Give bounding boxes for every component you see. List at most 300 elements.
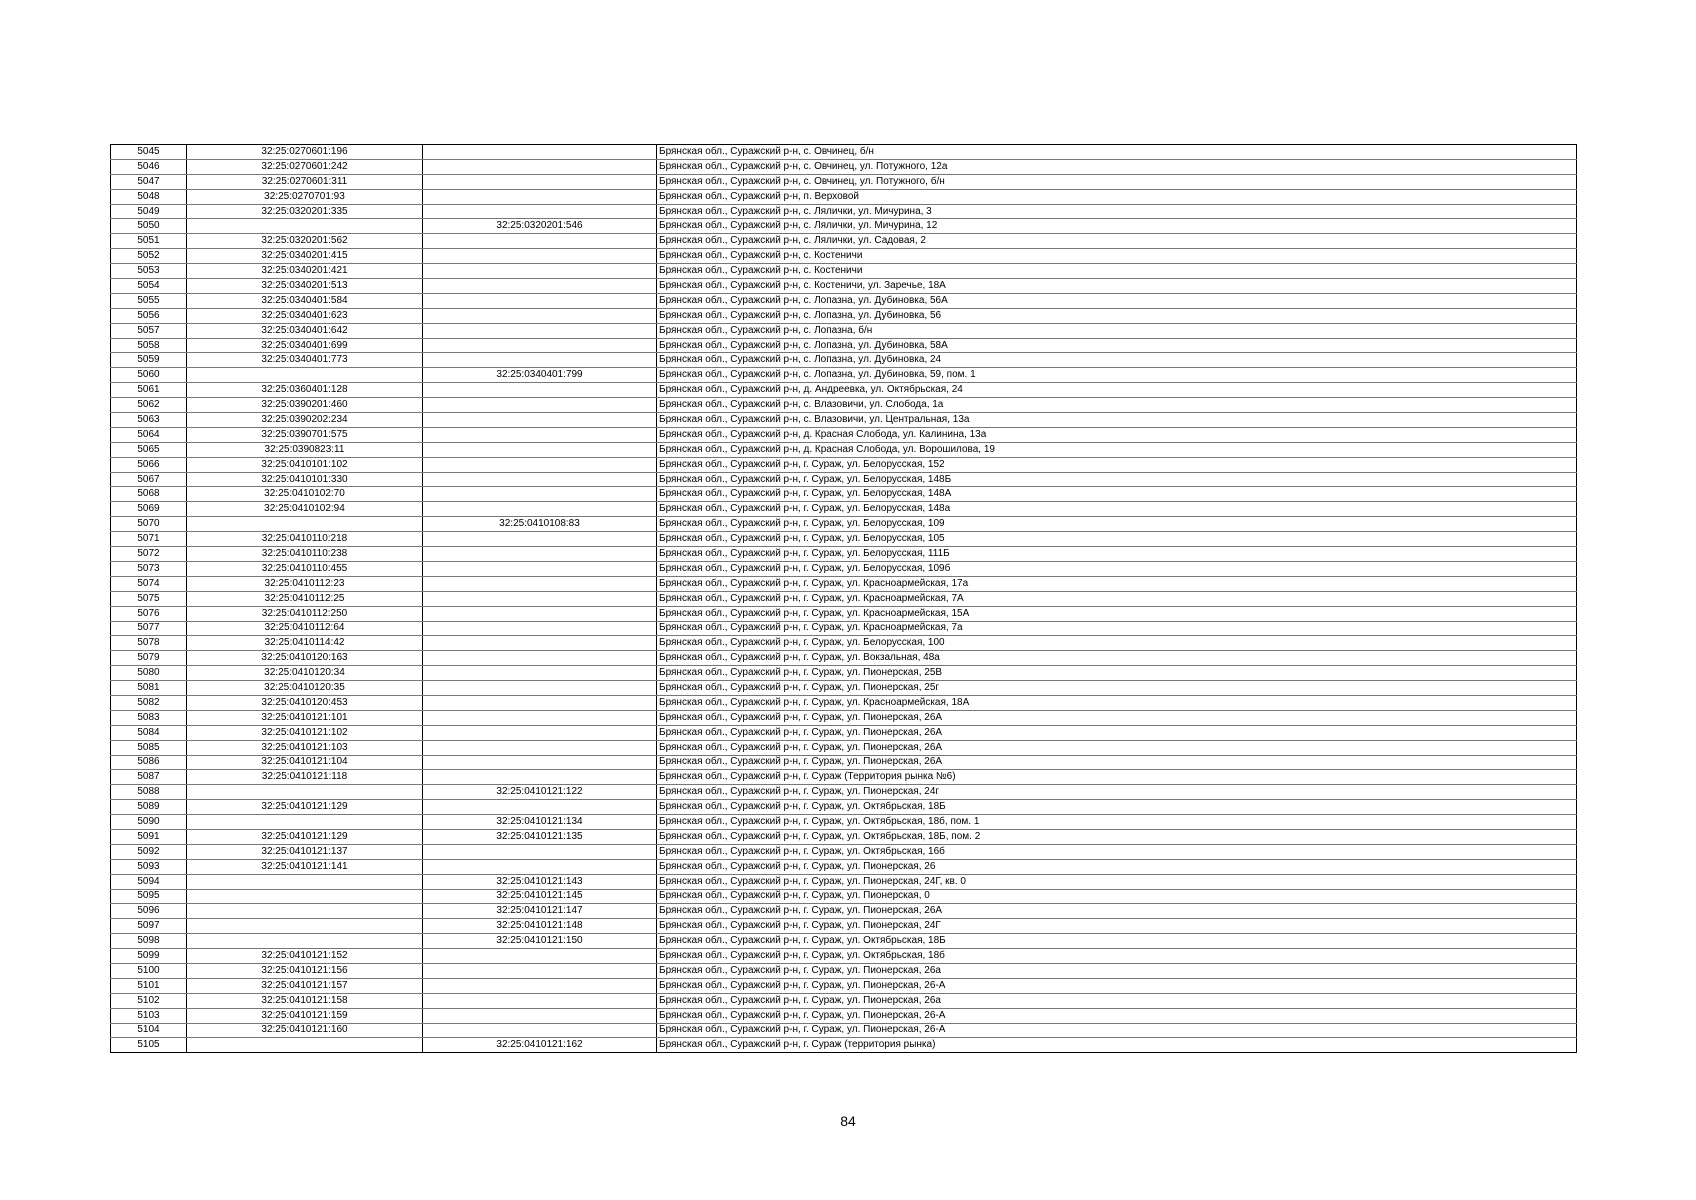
address-cell: Брянская обл., Суражский р-н, г. Сураж, ул. Пионерская, 26А	[657, 755, 1577, 770]
land-cadastral-number-cell: 32:25:0410120:34	[187, 666, 423, 681]
land-cadastral-number-cell: 32:25:0410112:250	[187, 606, 423, 621]
table-row	[111, 1038, 1577, 1053]
building-cadastral-number-cell: 32:25:0340401:799	[423, 368, 657, 383]
row-number-cell: 5076	[111, 606, 187, 621]
address-cell: Брянская обл., Суражский р-н, г. Сураж, ул. Пионерская, 26-А	[657, 1008, 1577, 1023]
table-row	[111, 934, 1577, 949]
building-cadastral-number-cell	[423, 725, 657, 740]
address-cell: Брянская обл., Суражский р-н, с. Лялички, ул. Мичурина, 3	[657, 204, 1577, 219]
row-number-cell: 5086	[111, 755, 187, 770]
row-number-cell: 5069	[111, 502, 187, 517]
table-row	[111, 413, 1577, 428]
row-number-cell: 5066	[111, 457, 187, 472]
building-cadastral-number-cell	[423, 234, 657, 249]
land-cadastral-number-cell: 32:25:0410120:163	[187, 651, 423, 666]
land-cadastral-number-cell: 32:25:0410121:129	[187, 829, 423, 844]
table-row	[111, 725, 1577, 740]
row-number-cell: 5063	[111, 413, 187, 428]
row-number-cell: 5046	[111, 159, 187, 174]
row-number-cell: 5051	[111, 234, 187, 249]
table-row	[111, 145, 1577, 160]
table-row	[111, 561, 1577, 576]
land-cadastral-number-cell: 32:25:0340201:421	[187, 264, 423, 279]
row-number-cell: 5078	[111, 636, 187, 651]
building-cadastral-number-cell	[423, 174, 657, 189]
table-row	[111, 338, 1577, 353]
address-cell: Брянская обл., Суражский р-н, г. Сураж, ул. Октябрьская, 18Б	[657, 934, 1577, 949]
table-row	[111, 264, 1577, 279]
building-cadastral-number-cell	[423, 383, 657, 398]
row-number-cell: 5059	[111, 353, 187, 368]
address-cell: Брянская обл., Суражский р-н, г. Сураж, ул. Пионерская, 26А	[657, 710, 1577, 725]
row-number-cell: 5064	[111, 427, 187, 442]
building-cadastral-number-cell	[423, 457, 657, 472]
land-cadastral-number-cell	[187, 219, 423, 234]
address-cell: Брянская обл., Суражский р-н, с. Овчинец, ул. Потужного, б/н	[657, 174, 1577, 189]
row-number-cell: 5091	[111, 829, 187, 844]
building-cadastral-number-cell	[423, 502, 657, 517]
address-cell: Брянская обл., Суражский р-н, г. Сураж, ул. Пионерская, 26-А	[657, 1023, 1577, 1038]
table-row	[111, 487, 1577, 502]
row-number-cell: 5090	[111, 815, 187, 830]
table-row	[111, 368, 1577, 383]
address-cell: Брянская обл., Суражский р-н, г. Сураж, ул. Пионерская, 25г	[657, 681, 1577, 696]
row-number-cell: 5102	[111, 993, 187, 1008]
building-cadastral-number-cell	[423, 1008, 657, 1023]
address-cell: Брянская обл., Суражский р-н, г. Сураж, ул. Белорусская, 109б	[657, 561, 1577, 576]
building-cadastral-number-cell	[423, 293, 657, 308]
table-row	[111, 1008, 1577, 1023]
row-number-cell: 5061	[111, 383, 187, 398]
land-cadastral-number-cell: 32:25:0410121:159	[187, 1008, 423, 1023]
land-cadastral-number-cell: 32:25:0340201:415	[187, 249, 423, 264]
building-cadastral-number-cell	[423, 442, 657, 457]
address-cell: Брянская обл., Суражский р-н, г. Сураж, ул. Пионерская, 24г	[657, 785, 1577, 800]
building-cadastral-number-cell: 32:25:0410121:162	[423, 1038, 657, 1053]
table-row	[111, 844, 1577, 859]
address-cell: Брянская обл., Суражский р-н, с. Лопазна, ул. Дубиновка, 59, пом. 1	[657, 368, 1577, 383]
building-cadastral-number-cell	[423, 487, 657, 502]
land-cadastral-number-cell: 32:25:0410121:102	[187, 725, 423, 740]
row-number-cell: 5105	[111, 1038, 187, 1053]
row-number-cell: 5096	[111, 904, 187, 919]
building-cadastral-number-cell	[423, 681, 657, 696]
land-cadastral-number-cell: 32:25:0320201:335	[187, 204, 423, 219]
land-cadastral-number-cell: 32:25:0410112:64	[187, 621, 423, 636]
table-row	[111, 442, 1577, 457]
land-cadastral-number-cell: 32:25:0270601:311	[187, 174, 423, 189]
building-cadastral-number-cell: 32:25:0410121:134	[423, 815, 657, 830]
table-row	[111, 829, 1577, 844]
land-cadastral-number-cell: 32:25:0390701:575	[187, 427, 423, 442]
row-number-cell: 5079	[111, 651, 187, 666]
row-number-cell: 5053	[111, 264, 187, 279]
land-cadastral-number-cell: 32:25:0410121:157	[187, 978, 423, 993]
land-cadastral-number-cell: 32:25:0410121:101	[187, 710, 423, 725]
table-row	[111, 949, 1577, 964]
building-cadastral-number-cell	[423, 978, 657, 993]
address-cell: Брянская обл., Суражский р-н, г. Сураж, ул. Пионерская, 24Г	[657, 919, 1577, 934]
table-row	[111, 755, 1577, 770]
address-cell: Брянская обл., Суражский р-н, г. Сураж, ул. Пионерская, 25В	[657, 666, 1577, 681]
address-cell: Брянская обл., Суражский р-н, г. Сураж, ул. Белорусская, 105	[657, 532, 1577, 547]
row-number-cell: 5058	[111, 338, 187, 353]
table-row	[111, 800, 1577, 815]
row-number-cell: 5094	[111, 874, 187, 889]
building-cadastral-number-cell	[423, 859, 657, 874]
table-row	[111, 547, 1577, 562]
address-cell: Брянская обл., Суражский р-н, г. Сураж, ул. Пионерская, 24Г, кв. 0	[657, 874, 1577, 889]
building-cadastral-number-cell	[423, 844, 657, 859]
address-cell: Брянская обл., Суражский р-н, с. Лопазна, б/н	[657, 323, 1577, 338]
address-cell: Брянская обл., Суражский р-н, с. Лялички, ул. Садовая, 2	[657, 234, 1577, 249]
table-row	[111, 219, 1577, 234]
table-row	[111, 353, 1577, 368]
building-cadastral-number-cell	[423, 353, 657, 368]
row-number-cell: 5075	[111, 591, 187, 606]
table-row	[111, 234, 1577, 249]
building-cadastral-number-cell	[423, 993, 657, 1008]
row-number-cell: 5101	[111, 978, 187, 993]
address-cell: Брянская обл., Суражский р-н, г. Сураж, ул. Пионерская, 26а	[657, 963, 1577, 978]
table-row	[111, 293, 1577, 308]
land-cadastral-number-cell: 32:25:0410110:238	[187, 547, 423, 562]
table-row	[111, 651, 1577, 666]
building-cadastral-number-cell	[423, 755, 657, 770]
address-cell: Брянская обл., Суражский р-н, г. Сураж, ул. Белорусская, 109	[657, 517, 1577, 532]
address-cell: Брянская обл., Суражский р-н, г. Сураж, ул. Пионерская, 26А	[657, 740, 1577, 755]
table-row	[111, 472, 1577, 487]
address-cell: Брянская обл., Суражский р-н, г. Сураж, ул. Белорусская, 111Б	[657, 547, 1577, 562]
table-row	[111, 874, 1577, 889]
address-cell: Брянская обл., Суражский р-н, с. Влазовичи, ул. Слобода, 1а	[657, 398, 1577, 413]
land-cadastral-number-cell: 32:25:0410120:35	[187, 681, 423, 696]
building-cadastral-number-cell	[423, 1023, 657, 1038]
land-cadastral-number-cell: 32:25:0410120:453	[187, 695, 423, 710]
address-cell: Брянская обл., Суражский р-н, г. Сураж, ул. Красноармейская, 7А	[657, 591, 1577, 606]
table-row	[111, 993, 1577, 1008]
address-cell: Брянская обл., Суражский р-н, с. Влазовичи, ул. Центральная, 13а	[657, 413, 1577, 428]
table-row	[111, 785, 1577, 800]
land-cadastral-number-cell: 32:25:0390202:234	[187, 413, 423, 428]
building-cadastral-number-cell	[423, 695, 657, 710]
table-row	[111, 963, 1577, 978]
row-number-cell: 5067	[111, 472, 187, 487]
address-cell: Брянская обл., Суражский р-н, г. Сураж, ул. Белорусская, 148Б	[657, 472, 1577, 487]
address-cell: Брянская обл., Суражский р-н, г. Сураж, ул. Пионерская, 26а	[657, 993, 1577, 1008]
building-cadastral-number-cell	[423, 651, 657, 666]
address-cell: Брянская обл., Суражский р-н, г. Сураж, ул. Белорусская, 148А	[657, 487, 1577, 502]
address-cell: Брянская обл., Суражский р-н, г. Сураж, ул. Пионерская, 26А	[657, 725, 1577, 740]
table-row	[111, 427, 1577, 442]
table-row	[111, 815, 1577, 830]
row-number-cell: 5084	[111, 725, 187, 740]
table-row	[111, 249, 1577, 264]
land-cadastral-number-cell	[187, 874, 423, 889]
building-cadastral-number-cell	[423, 249, 657, 264]
row-number-cell: 5083	[111, 710, 187, 725]
land-cadastral-number-cell: 32:25:0410121:118	[187, 770, 423, 785]
building-cadastral-number-cell	[423, 800, 657, 815]
building-cadastral-number-cell	[423, 145, 657, 160]
land-cadastral-number-cell: 32:25:0410102:94	[187, 502, 423, 517]
row-number-cell: 5057	[111, 323, 187, 338]
land-cadastral-number-cell: 32:25:0410101:102	[187, 457, 423, 472]
row-number-cell: 5060	[111, 368, 187, 383]
row-number-cell: 5077	[111, 621, 187, 636]
building-cadastral-number-cell	[423, 398, 657, 413]
table-row	[111, 710, 1577, 725]
row-number-cell: 5080	[111, 666, 187, 681]
address-cell: Брянская обл., Суражский р-н, г. Сураж, ул. Пионерская, 26А	[657, 904, 1577, 919]
building-cadastral-number-cell	[423, 636, 657, 651]
address-cell: Брянская обл., Суражский р-н, г. Сураж, ул. Белорусская, 152	[657, 457, 1577, 472]
address-cell: Брянская обл., Суражский р-н, д. Андреевка, ул. Октябрьская, 24	[657, 383, 1577, 398]
address-cell: Брянская обл., Суражский р-н, с. Костеничи	[657, 264, 1577, 279]
building-cadastral-number-cell	[423, 264, 657, 279]
building-cadastral-number-cell	[423, 949, 657, 964]
row-number-cell: 5065	[111, 442, 187, 457]
row-number-cell: 5073	[111, 561, 187, 576]
building-cadastral-number-cell	[423, 279, 657, 294]
land-cadastral-number-cell: 32:25:0270601:196	[187, 145, 423, 160]
row-number-cell: 5062	[111, 398, 187, 413]
land-cadastral-number-cell	[187, 1038, 423, 1053]
row-number-cell: 5049	[111, 204, 187, 219]
land-cadastral-number-cell: 32:25:0410121:103	[187, 740, 423, 755]
address-cell: Брянская обл., Суражский р-н, с. Овчинец, б/н	[657, 145, 1577, 160]
address-cell: Брянская обл., Суражский р-н, д. Красная Слобода, ул. Калинина, 13а	[657, 427, 1577, 442]
building-cadastral-number-cell	[423, 576, 657, 591]
row-number-cell: 5081	[111, 681, 187, 696]
address-cell: Брянская обл., Суражский р-н, с. Овчинец, ул. Потужного, 12а	[657, 159, 1577, 174]
address-cell: Брянская обл., Суражский р-н, д. Красная Слобода, ул. Ворошилова, 19	[657, 442, 1577, 457]
land-cadastral-number-cell: 32:25:0410102:70	[187, 487, 423, 502]
table-row	[111, 532, 1577, 547]
row-number-cell: 5050	[111, 219, 187, 234]
land-cadastral-number-cell	[187, 904, 423, 919]
building-cadastral-number-cell	[423, 338, 657, 353]
land-cadastral-number-cell: 32:25:0340401:699	[187, 338, 423, 353]
land-cadastral-number-cell: 32:25:0390201:460	[187, 398, 423, 413]
row-number-cell: 5048	[111, 189, 187, 204]
land-cadastral-number-cell	[187, 815, 423, 830]
row-number-cell: 5093	[111, 859, 187, 874]
table-row	[111, 859, 1577, 874]
land-cadastral-number-cell: 32:25:0410121:141	[187, 859, 423, 874]
building-cadastral-number-cell	[423, 666, 657, 681]
land-cadastral-number-cell: 32:25:0340401:773	[187, 353, 423, 368]
address-cell: Брянская обл., Суражский р-н, г. Сураж, ул. Пионерская, 26-А	[657, 978, 1577, 993]
building-cadastral-number-cell: 32:25:0410121:145	[423, 889, 657, 904]
table-row	[111, 383, 1577, 398]
table-row	[111, 279, 1577, 294]
address-cell: Брянская обл., Суражский р-н, г. Сураж (Территория рынка №6)	[657, 770, 1577, 785]
building-cadastral-number-cell: 32:25:0410121:135	[423, 829, 657, 844]
land-cadastral-number-cell: 32:25:0340401:584	[187, 293, 423, 308]
building-cadastral-number-cell	[423, 606, 657, 621]
land-cadastral-number-cell: 32:25:0410121:158	[187, 993, 423, 1008]
row-number-cell: 5089	[111, 800, 187, 815]
row-number-cell: 5052	[111, 249, 187, 264]
table-row	[111, 978, 1577, 993]
row-number-cell: 5092	[111, 844, 187, 859]
building-cadastral-number-cell	[423, 204, 657, 219]
land-cadastral-number-cell: 32:25:0410112:25	[187, 591, 423, 606]
row-number-cell: 5099	[111, 949, 187, 964]
land-cadastral-number-cell: 32:25:0410101:330	[187, 472, 423, 487]
building-cadastral-number-cell	[423, 159, 657, 174]
address-cell: Брянская обл., Суражский р-н, г. Сураж, ул. Пионерская, 0	[657, 889, 1577, 904]
address-cell: Брянская обл., Суражский р-н, г. Сураж, ул. Октябрьская, 18Б, пом. 2	[657, 829, 1577, 844]
table-row	[111, 591, 1577, 606]
building-cadastral-number-cell: 32:25:0410121:143	[423, 874, 657, 889]
building-cadastral-number-cell: 32:25:0410121:148	[423, 919, 657, 934]
land-cadastral-number-cell	[187, 889, 423, 904]
building-cadastral-number-cell	[423, 621, 657, 636]
land-cadastral-number-cell: 32:25:0410121:104	[187, 755, 423, 770]
address-cell: Брянская обл., Суражский р-н, г. Сураж, ул. Красноармейская, 18А	[657, 695, 1577, 710]
land-cadastral-number-cell: 32:25:0320201:562	[187, 234, 423, 249]
land-cadastral-number-cell: 32:25:0270701:93	[187, 189, 423, 204]
address-cell: Брянская обл., Суражский р-н, п. Верховой	[657, 189, 1577, 204]
address-cell: Брянская обл., Суражский р-н, г. Сураж, ул. Октябрьская, 16б	[657, 844, 1577, 859]
address-cell: Брянская обл., Суражский р-н, г. Сураж, ул. Вокзальная, 48а	[657, 651, 1577, 666]
table-row	[111, 606, 1577, 621]
row-number-cell: 5103	[111, 1008, 187, 1023]
table-row	[111, 695, 1577, 710]
land-cadastral-number-cell: 32:25:0410121:160	[187, 1023, 423, 1038]
address-cell: Брянская обл., Суражский р-н, г. Сураж, ул. Октябрьская, 18Б	[657, 800, 1577, 815]
land-cadastral-number-cell: 32:25:0390823:11	[187, 442, 423, 457]
row-number-cell: 5098	[111, 934, 187, 949]
row-number-cell: 5055	[111, 293, 187, 308]
table-row	[111, 457, 1577, 472]
building-cadastral-number-cell	[423, 591, 657, 606]
building-cadastral-number-cell	[423, 561, 657, 576]
building-cadastral-number-cell	[423, 710, 657, 725]
address-cell: Брянская обл., Суражский р-н, с. Костеничи, ул. Заречье, 18А	[657, 279, 1577, 294]
building-cadastral-number-cell	[423, 472, 657, 487]
land-cadastral-number-cell: 32:25:0340201:513	[187, 279, 423, 294]
table-row	[111, 621, 1577, 636]
land-cadastral-number-cell: 32:25:0340401:642	[187, 323, 423, 338]
row-number-cell: 5088	[111, 785, 187, 800]
row-number-cell: 5056	[111, 308, 187, 323]
row-number-cell: 5071	[111, 532, 187, 547]
row-number-cell: 5047	[111, 174, 187, 189]
row-number-cell: 5104	[111, 1023, 187, 1038]
land-cadastral-number-cell: 32:25:0410112:23	[187, 576, 423, 591]
building-cadastral-number-cell	[423, 308, 657, 323]
building-cadastral-number-cell	[423, 740, 657, 755]
land-cadastral-number-cell: 32:25:0340401:623	[187, 308, 423, 323]
row-number-cell: 5054	[111, 279, 187, 294]
row-number-cell: 5068	[111, 487, 187, 502]
table-row	[111, 189, 1577, 204]
page-number: 84	[840, 1113, 856, 1129]
address-cell: Брянская обл., Суражский р-н, с. Лялички, ул. Мичурина, 12	[657, 219, 1577, 234]
table-row	[111, 323, 1577, 338]
row-number-cell: 5087	[111, 770, 187, 785]
row-number-cell: 5074	[111, 576, 187, 591]
address-cell: Брянская обл., Суражский р-н, с. Лопазна, ул. Дубиновка, 24	[657, 353, 1577, 368]
land-cadastral-number-cell	[187, 785, 423, 800]
building-cadastral-number-cell	[423, 770, 657, 785]
row-number-cell: 5085	[111, 740, 187, 755]
building-cadastral-number-cell: 32:25:0410121:122	[423, 785, 657, 800]
land-cadastral-number-cell: 32:25:0410121:152	[187, 949, 423, 964]
building-cadastral-number-cell	[423, 413, 657, 428]
building-cadastral-number-cell: 32:25:0320201:546	[423, 219, 657, 234]
table-row	[111, 517, 1577, 532]
land-cadastral-number-cell: 32:25:0360401:128	[187, 383, 423, 398]
building-cadastral-number-cell	[423, 427, 657, 442]
land-cadastral-number-cell: 32:25:0270601:242	[187, 159, 423, 174]
row-number-cell: 5097	[111, 919, 187, 934]
address-cell: Брянская обл., Суражский р-н, г. Сураж, ул. Октябрьская, 18б, пом. 1	[657, 815, 1577, 830]
land-cadastral-number-cell: 32:25:0410121:137	[187, 844, 423, 859]
building-cadastral-number-cell	[423, 963, 657, 978]
table-row	[111, 398, 1577, 413]
row-number-cell: 5070	[111, 517, 187, 532]
row-number-cell: 5072	[111, 547, 187, 562]
table-row	[111, 174, 1577, 189]
land-cadastral-number-cell	[187, 368, 423, 383]
address-cell: Брянская обл., Суражский р-н, г. Сураж, ул. Пионерская, 26	[657, 859, 1577, 874]
row-number-cell: 5100	[111, 963, 187, 978]
row-number-cell: 5095	[111, 889, 187, 904]
land-cadastral-number-cell: 32:25:0410114:42	[187, 636, 423, 651]
building-cadastral-number-cell: 32:25:0410121:150	[423, 934, 657, 949]
table-row	[111, 159, 1577, 174]
table-row	[111, 204, 1577, 219]
table-row	[111, 502, 1577, 517]
table-row	[111, 666, 1577, 681]
land-cadastral-number-cell	[187, 934, 423, 949]
table-row	[111, 770, 1577, 785]
land-cadastral-number-cell: 32:25:0410110:455	[187, 561, 423, 576]
table-row	[111, 308, 1577, 323]
table-body	[111, 145, 1577, 1053]
land-cadastral-number-cell: 32:25:0410121:156	[187, 963, 423, 978]
address-cell: Брянская обл., Суражский р-н, г. Сураж, ул. Белорусская, 148а	[657, 502, 1577, 517]
building-cadastral-number-cell	[423, 547, 657, 562]
table-row	[111, 681, 1577, 696]
address-cell: Брянская обл., Суражский р-н, г. Сураж, ул. Красноармейская, 7а	[657, 621, 1577, 636]
address-cell: Брянская обл., Суражский р-н, г. Сураж, ул. Белорусская, 100	[657, 636, 1577, 651]
address-cell: Брянская обл., Суражский р-н, г. Сураж, ул. Красноармейская, 17а	[657, 576, 1577, 591]
address-cell: Брянская обл., Суражский р-н, с. Лопазна, ул. Дубиновка, 56А	[657, 293, 1577, 308]
land-cadastral-number-cell: 32:25:0410110:218	[187, 532, 423, 547]
land-cadastral-number-cell: 32:25:0410121:129	[187, 800, 423, 815]
building-cadastral-number-cell	[423, 532, 657, 547]
address-cell: Брянская обл., Суражский р-н, г. Сураж, ул. Красноармейская, 15А	[657, 606, 1577, 621]
address-cell: Брянская обл., Суражский р-н, г. Сураж, ул. Октябрьская, 18б	[657, 949, 1577, 964]
land-cadastral-number-cell	[187, 919, 423, 934]
building-cadastral-number-cell: 32:25:0410108:83	[423, 517, 657, 532]
table-row	[111, 740, 1577, 755]
table-row	[111, 636, 1577, 651]
land-cadastral-number-cell	[187, 517, 423, 532]
address-cell: Брянская обл., Суражский р-н, г. Сураж (территория рынка)	[657, 1038, 1577, 1053]
table-row	[111, 889, 1577, 904]
row-number-cell: 5082	[111, 695, 187, 710]
building-cadastral-number-cell: 32:25:0410121:147	[423, 904, 657, 919]
table-row	[111, 919, 1577, 934]
table-row	[111, 1023, 1577, 1038]
table-row	[111, 576, 1577, 591]
